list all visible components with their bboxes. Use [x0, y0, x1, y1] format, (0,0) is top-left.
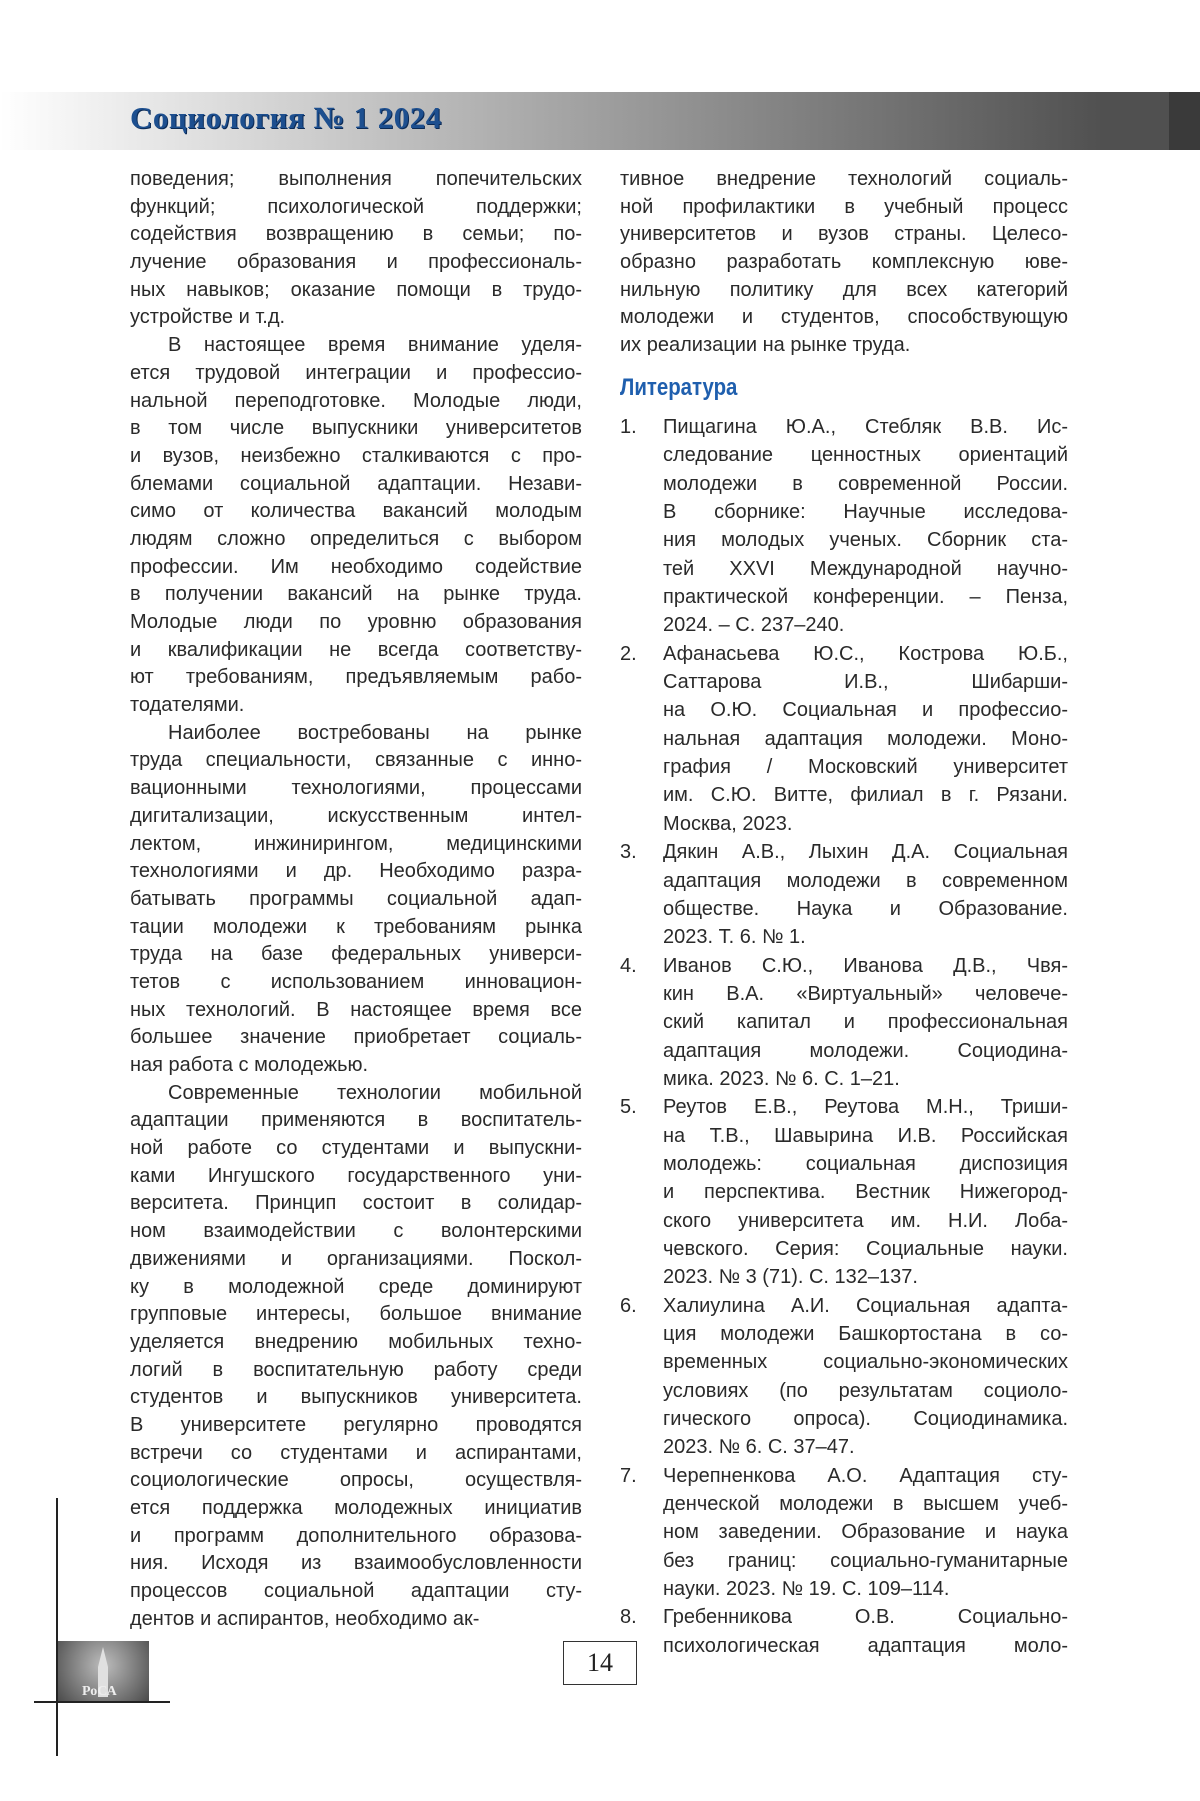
text-line: кин В.А. «Виртуальный» человече- [663, 980, 1068, 1008]
text-line: симо от количества вакансий молодым [130, 498, 582, 526]
text-line: практической конференции. – Пенза, [663, 583, 1068, 611]
text-line: адаптация молодежи в современном [663, 867, 1068, 895]
text-line: большее значение приобретает социаль- [130, 1024, 582, 1052]
text-line: В настоящее время внимание уделя- [130, 332, 582, 360]
reference-item [620, 413, 1068, 640]
text-line: функций; психологической поддержки; [130, 194, 582, 222]
text-line: без границ: социально-гуманитарные [663, 1547, 1068, 1575]
text-line: труда специальности, связанные с инно- [130, 747, 582, 775]
text-line: Саттарова И.В., Шибарши- [663, 668, 1068, 696]
crop-mark-horizontal [34, 1701, 170, 1703]
text-line: и программ дополнительного образова- [130, 1523, 582, 1551]
text-line: следование ценностных ориентаций [663, 441, 1068, 469]
journal-title: Социология № 1 2024 [130, 100, 442, 136]
text-line: технологиями и др. Необходимо разра- [130, 858, 582, 886]
text-line: студентов и выпускников университета. [130, 1384, 582, 1412]
text-line: ют требованиям, предъявляемым рабо- [130, 664, 582, 692]
text-line: молодежь: социальная диспозиция [663, 1150, 1068, 1178]
right-column-intro [620, 166, 1068, 360]
text-line: дигитализации, искусственным интел- [130, 803, 582, 831]
text-line: тетов с использованием инновацион- [130, 969, 582, 997]
reference-item [620, 838, 1068, 951]
text-line: групповые интересы, большое внимание [130, 1301, 582, 1329]
text-line: встречи со студентами и аспирантами, [130, 1440, 582, 1468]
header-band-end [1169, 92, 1200, 150]
text-line: Москва, 2023. [663, 810, 1068, 838]
logo-text: РоСА [82, 1684, 117, 1700]
paragraph [130, 166, 582, 332]
reference-number: 5. [620, 1093, 637, 1121]
reference-list [620, 413, 1068, 1660]
text-line: ном взаимодействии с волонтерскими [130, 1218, 582, 1246]
text-line: ского университета им. Н.И. Лоба- [663, 1207, 1068, 1235]
text-line: Дякин А.В., Лыхин Д.А. Социальная [663, 838, 1068, 866]
text-line: в получении вакансий на рынке труда. [130, 581, 582, 609]
text-line: блемами социальной адаптации. Незави- [130, 471, 582, 499]
text-line: ния молодых ученых. Сборник ста- [663, 526, 1068, 554]
reference-item [620, 1093, 1068, 1291]
reference-number: 7. [620, 1462, 637, 1490]
text-line: профессии. Им необходимо содействие [130, 554, 582, 582]
text-line: людям сложно определиться с выбором [130, 526, 582, 554]
text-line: молодежи в современной России. [663, 470, 1068, 498]
text-line: науки. 2023. № 19. С. 109–114. [663, 1575, 1068, 1603]
text-line: Пищагина Ю.А., Стебляк В.В. Ис- [663, 413, 1068, 441]
text-line: труда на базе федеральных универси- [130, 941, 582, 969]
text-line: денческой молодежи в высшем учеб- [663, 1490, 1068, 1518]
text-line: социологические опросы, осуществля- [130, 1467, 582, 1495]
text-line: графия / Московский университет [663, 753, 1068, 781]
text-line: ном заведении. Образование и наука [663, 1518, 1068, 1546]
text-line: ной профилактики в учебный процесс [620, 194, 1068, 222]
text-line: ку в молодежной среде доминируют [130, 1274, 582, 1302]
text-line: адаптации применяются в воспитатель- [130, 1107, 582, 1135]
text-line: гического опроса). Социодинамика. [663, 1405, 1068, 1433]
text-line: 2023. № 3 (71). С. 132–137. [663, 1263, 1068, 1291]
text-line: Наиболее востребованы на рынке [130, 720, 582, 748]
text-line: адаптация молодежи. Социодина- [663, 1037, 1068, 1065]
text-line: тодателями. [130, 692, 582, 720]
text-line: тивное внедрение технологий социаль- [620, 166, 1068, 194]
text-line: устройстве и т.д. [130, 304, 582, 332]
text-line: условиях (по результатам социоло- [663, 1377, 1068, 1405]
text-line: ных навыков; оказание помощи в трудо- [130, 277, 582, 305]
text-line: ная работа с молодежью. [130, 1052, 582, 1080]
reference-number: 6. [620, 1292, 637, 1320]
text-line: Гребенникова О.В. Социально- [663, 1603, 1068, 1631]
text-line: нальная адаптация молодежи. Моно- [663, 725, 1068, 753]
text-line: чевского. Серия: Социальные науки. [663, 1235, 1068, 1263]
text-line: ных технологий. В настоящее время все [130, 997, 582, 1025]
text-line: верситета. Принцип состоит в солидар- [130, 1190, 582, 1218]
text-line: 2023. № 6. С. 37–47. [663, 1433, 1068, 1461]
text-line: нильную политику для всех категорий [620, 277, 1068, 305]
text-line: молодежи и студентов, способствующую [620, 304, 1068, 332]
text-line: логий в воспитательную работу среди [130, 1357, 582, 1385]
reference-item [620, 1603, 1068, 1660]
text-line: уделяется внедрению мобильных техно- [130, 1329, 582, 1357]
page-number: 14 [563, 1641, 637, 1685]
text-line: на О.Ю. Социальная и профессио- [663, 696, 1068, 724]
text-line: ками Ингушского государственного уни- [130, 1163, 582, 1191]
text-line: ция молодежи Башкортостана в со- [663, 1320, 1068, 1348]
text-line: обществе. Наука и Образование. [663, 895, 1068, 923]
text-line: им. С.Ю. Витте, филиал в г. Рязани. [663, 781, 1068, 809]
text-line: и квалификации не всегда соответству- [130, 637, 582, 665]
reference-item [620, 1462, 1068, 1604]
text-line: мика. 2023. № 6. С. 1–21. [663, 1065, 1068, 1093]
text-line: Афанасьева Ю.С., Кострова Ю.Б., [663, 640, 1068, 668]
reference-item [620, 640, 1068, 838]
text-line: временных социально-экономических [663, 1348, 1068, 1376]
text-line: Реутов Е.В., Реутова М.Н., Триши- [663, 1093, 1068, 1121]
text-line: Халиулина А.И. Социальная адапта- [663, 1292, 1068, 1320]
text-line: 2023. Т. 6. № 1. [663, 923, 1068, 951]
text-line: нальной переподготовке. Молодые люди, [130, 388, 582, 416]
text-line: и вузов, неизбежно сталкиваются с про- [130, 443, 582, 471]
paragraph [130, 720, 582, 1080]
reference-item [620, 1292, 1068, 1462]
text-line: В университете регулярно проводятся [130, 1412, 582, 1440]
text-line: ется трудовой интеграции и профессио- [130, 360, 582, 388]
text-line: образно разработать комплексную юве- [620, 249, 1068, 277]
text-line: университетов и вузов страны. Целесо- [620, 221, 1068, 249]
text-line: ния. Исходя из взаимообусловленности [130, 1550, 582, 1578]
text-line: Современные технологии мобильной [130, 1080, 582, 1108]
text-line: вационными технологиями, процессами [130, 775, 582, 803]
text-line: их реализации на рынке труда. [620, 332, 1068, 360]
text-line: ной работе со студентами и выпускни- [130, 1135, 582, 1163]
text-line: Черепненкова А.О. Адаптация сту- [663, 1462, 1068, 1490]
reference-number: 3. [620, 838, 637, 866]
text-line: Молодые люди по уровню образования [130, 609, 582, 637]
text-line: процессов социальной адаптации сту- [130, 1578, 582, 1606]
text-line: Иванов С.Ю., Иванова Д.В., Чвя- [663, 952, 1068, 980]
text-line: тей XXVI Международной научно- [663, 555, 1068, 583]
rosa-logo [58, 1641, 149, 1701]
paragraph [130, 332, 582, 720]
literature-heading: Литература [620, 374, 737, 402]
text-line: поведения; выполнения попечительских [130, 166, 582, 194]
left-column [130, 166, 582, 1633]
text-line: лучение образования и профессиональ- [130, 249, 582, 277]
reference-number: 2. [620, 640, 637, 668]
reference-number: 4. [620, 952, 637, 980]
reference-number: 8. [620, 1603, 637, 1631]
reference-item [620, 952, 1068, 1094]
reference-number: 1. [620, 413, 637, 441]
crop-mark-vertical [56, 1498, 58, 1756]
text-line: дентов и аспирантов, необходимо ак- [130, 1606, 582, 1634]
text-line: психологическая адаптация моло- [663, 1632, 1068, 1660]
text-line: В сборнике: Научные исследова- [663, 498, 1068, 526]
text-line: лектом, инжинирингом, медицинскими [130, 831, 582, 859]
paragraph [130, 1080, 582, 1634]
text-line: ется поддержка молодежных инициатив [130, 1495, 582, 1523]
text-line: 2024. – С. 237–240. [663, 611, 1068, 639]
text-line: ский капитал и профессиональная [663, 1008, 1068, 1036]
text-line: батывать программы социальной адап- [130, 886, 582, 914]
text-line: на Т.В., Шавырина И.В. Российская [663, 1122, 1068, 1150]
text-line: содействия возвращению в семьи; по- [130, 221, 582, 249]
text-line: в том числе выпускники университетов [130, 415, 582, 443]
text-line: и перспектива. Вестник Нижегород- [663, 1178, 1068, 1206]
text-line: движениями и организациями. Поскол- [130, 1246, 582, 1274]
text-line: тации молодежи к требованиям рынка [130, 914, 582, 942]
